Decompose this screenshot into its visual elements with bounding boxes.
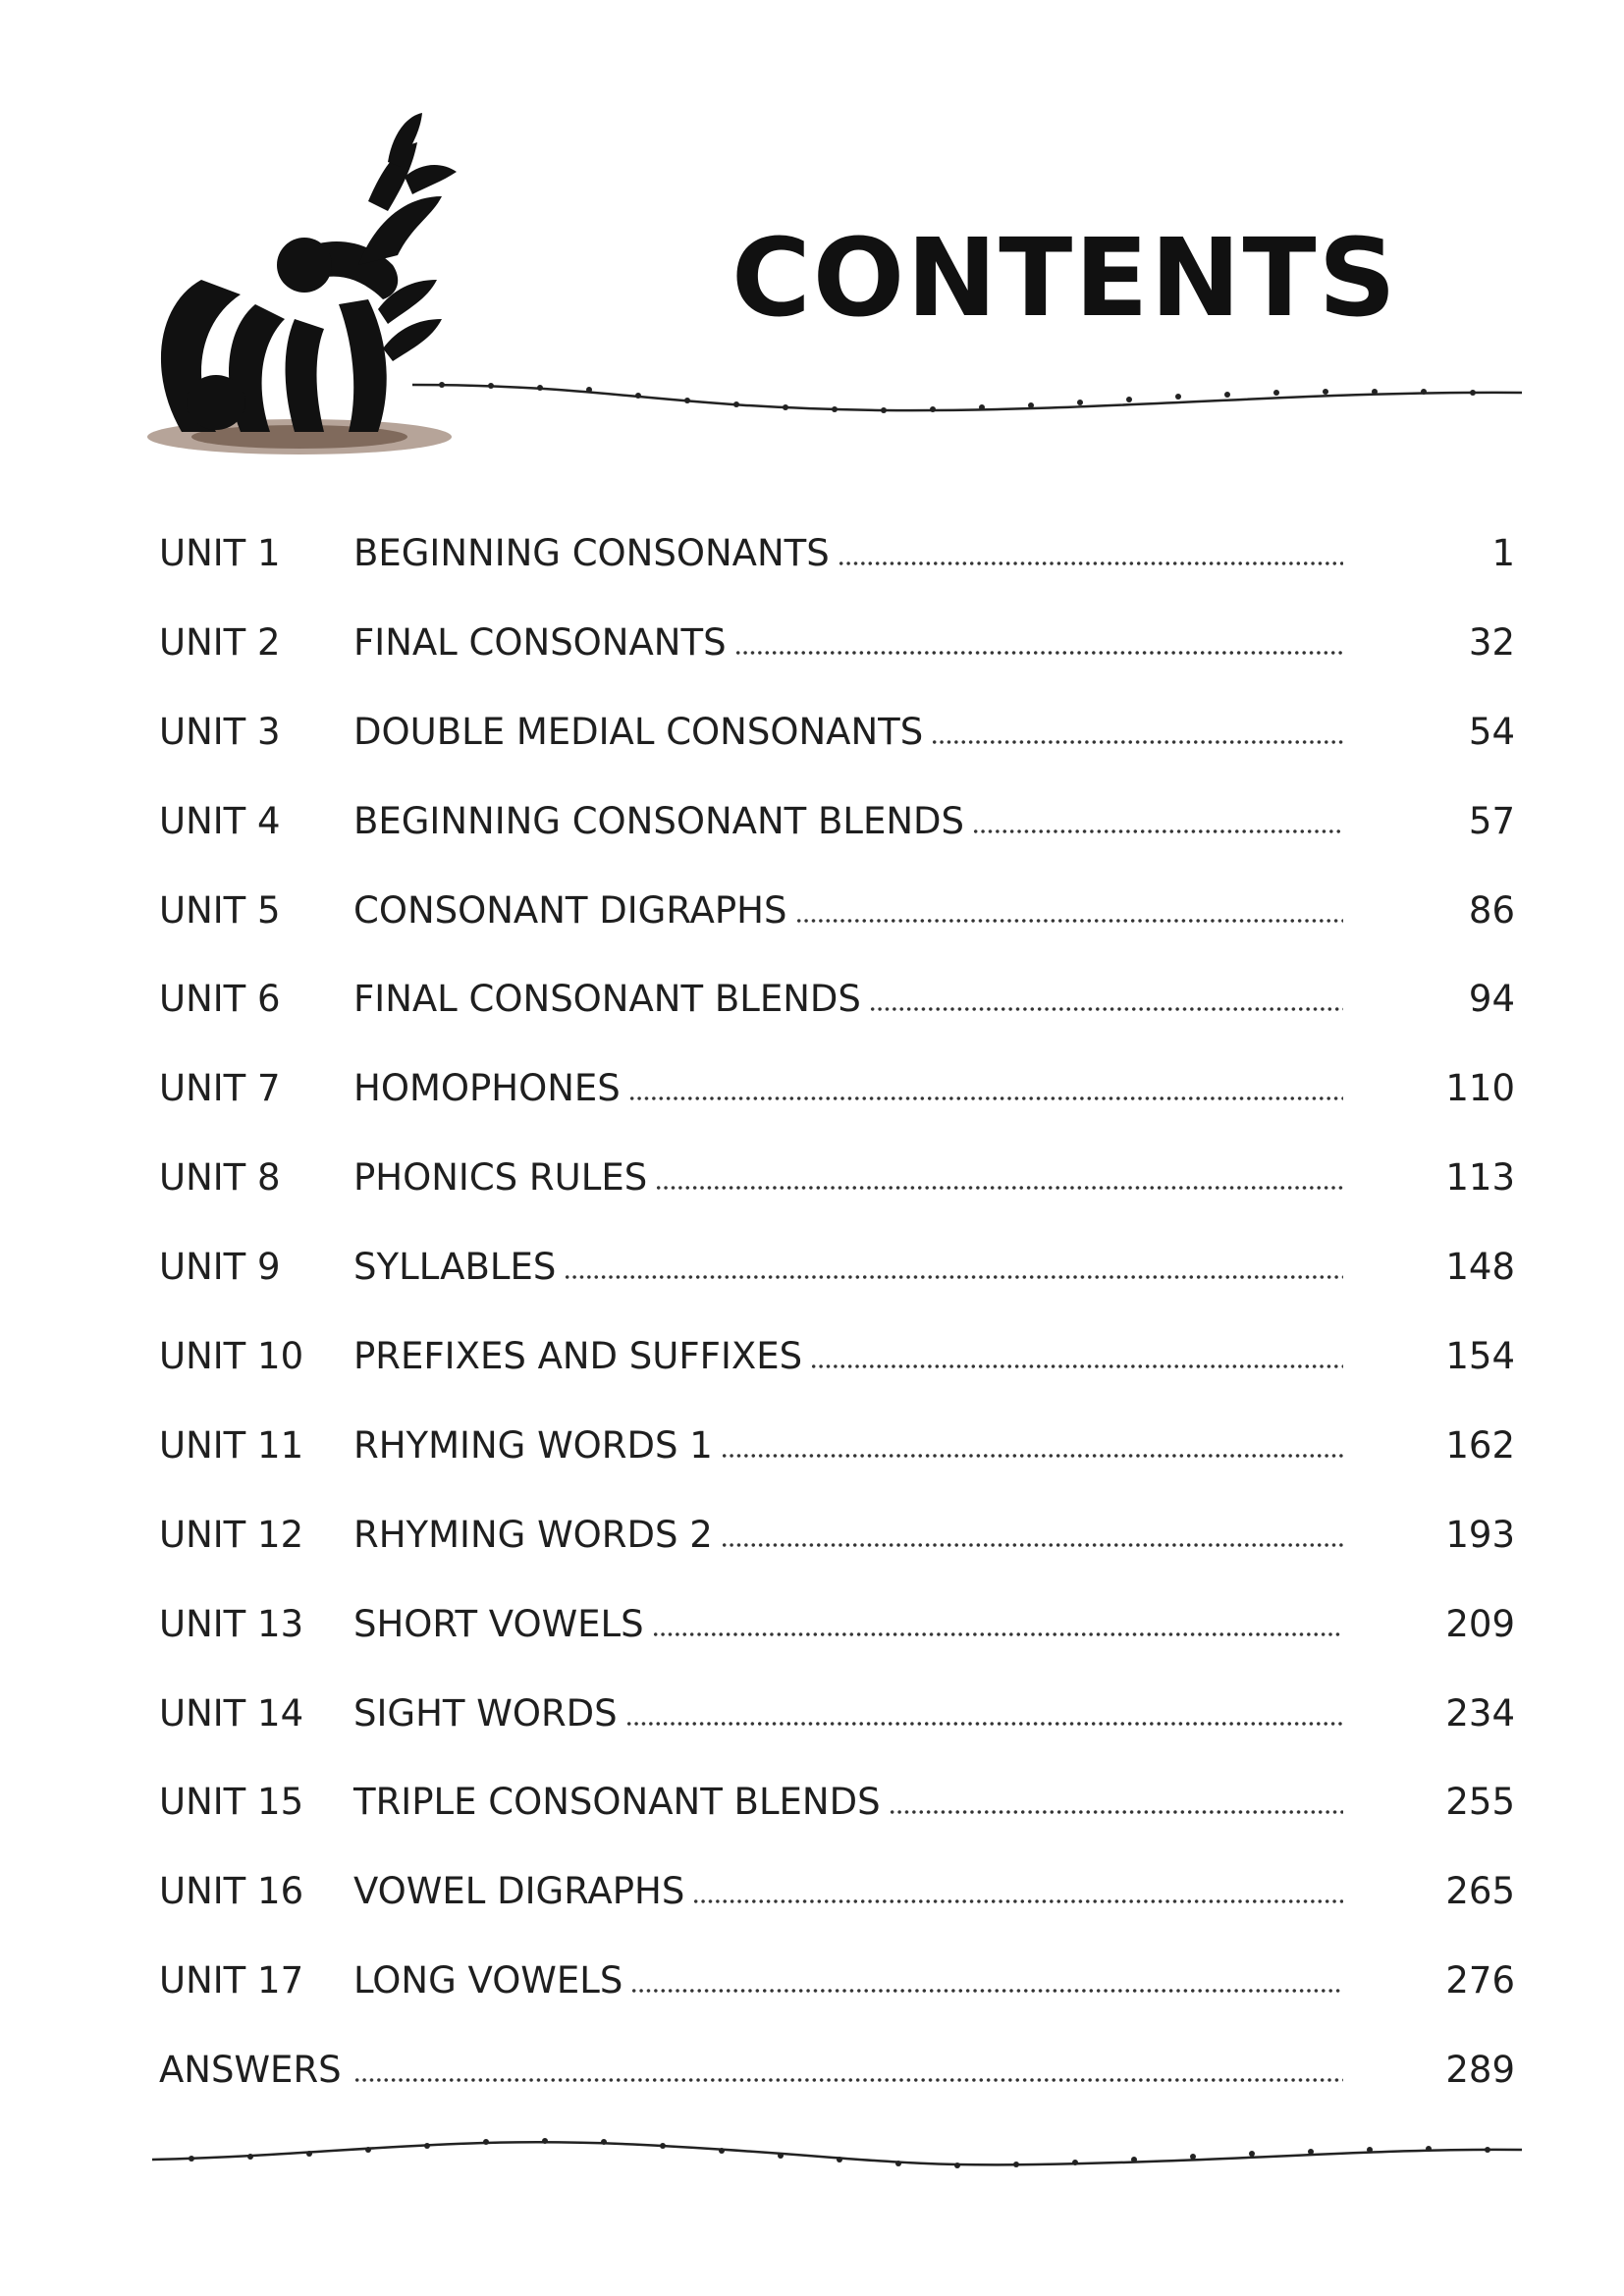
toc-title: FINAL CONSONANTS: [353, 620, 727, 664]
toc-page-number: 94: [1468, 978, 1515, 1021]
toc-unit-label: UNIT 10: [159, 1335, 304, 1378]
toc-row[interactable]: [159, 1862, 1524, 1951]
dot-leader: [838, 526, 1343, 565]
toc-title: HOMOPHONES: [353, 1067, 621, 1110]
dot-leader: [692, 1864, 1343, 1903]
toc-row[interactable]: [159, 1773, 1524, 1862]
dot-leader: [564, 1240, 1343, 1279]
toc-page-number: 154: [1445, 1335, 1515, 1378]
toc-unit-label: UNIT 15: [159, 1781, 304, 1824]
toc-title: RHYMING WORDS 1: [353, 1423, 713, 1467]
toc-page-number: 113: [1445, 1156, 1515, 1200]
toc-row[interactable]: [159, 792, 1524, 881]
toc-unit-label: UNIT 9: [159, 1246, 281, 1289]
toc-title: RHYMING WORDS 2: [353, 1513, 713, 1556]
dot-leader: [734, 615, 1343, 655]
toc-title: SYLLABLES: [353, 1246, 557, 1289]
toc-row[interactable]: [159, 970, 1524, 1059]
toc-title: LONG VOWELS: [353, 1959, 623, 2002]
toc-title: CONSONANT DIGRAPHS: [353, 888, 787, 932]
toc-unit-label: UNIT 6: [159, 978, 281, 1021]
toc-row[interactable]: [159, 1684, 1524, 1774]
dot-leader: [889, 1775, 1343, 1814]
toc-page-number: 265: [1445, 1870, 1515, 1913]
toc-unit-label: UNIT 13: [159, 1602, 304, 1645]
toc-row[interactable]: [159, 1416, 1524, 1506]
toc-unit-label: UNIT 4: [159, 799, 281, 842]
toc-unit-label: UNIT 1: [159, 532, 281, 574]
dot-leader: [972, 794, 1343, 833]
toc-row[interactable]: [159, 1951, 1524, 2041]
dot-leader: [721, 1508, 1343, 1547]
toc-unit-label: UNIT 8: [159, 1156, 281, 1200]
toc-row[interactable]: [159, 1506, 1524, 1595]
toc-title: VOWEL DIGRAPHS: [353, 1870, 685, 1913]
toc-page-number: 148: [1445, 1246, 1515, 1289]
dot-leader: [795, 883, 1344, 923]
vine-divider-top: [412, 363, 1522, 422]
toc-title: SHORT VOWELS: [353, 1602, 644, 1645]
toc-page-number: 57: [1468, 799, 1515, 842]
toc-title: DOUBLE MEDIAL CONSONANTS: [353, 710, 924, 753]
dot-leader: [655, 1150, 1343, 1190]
toc-title: SIGHT WORDS: [353, 1691, 618, 1735]
dot-leader: [630, 1953, 1343, 1993]
toc-page-number: 289: [1445, 2049, 1515, 2092]
toc-page-number: 209: [1445, 1602, 1515, 1645]
dot-leader: [625, 1686, 1343, 1726]
toc-unit-label: UNIT 16: [159, 1870, 304, 1913]
toc-page-number: 234: [1445, 1691, 1515, 1735]
toc-unit-label: UNIT 12: [159, 1513, 304, 1556]
toc-answers-label: ANSWERS: [159, 2049, 342, 2092]
toc-page-number: 193: [1445, 1513, 1515, 1556]
toc-title: PHONICS RULES: [353, 1156, 648, 1200]
toc-page-number: 276: [1445, 1959, 1515, 2002]
dot-leader: [869, 972, 1343, 1011]
toc-title: TRIPLE CONSONANT BLENDS: [353, 1781, 881, 1824]
toc-row[interactable]: [159, 1059, 1524, 1148]
vine-divider-bottom: [152, 2120, 1522, 2179]
dot-leader: [652, 1597, 1343, 1636]
toc-title: BEGINNING CONSONANT BLENDS: [353, 799, 965, 842]
toc-page-number: 255: [1445, 1781, 1515, 1824]
toc-unit-label: UNIT 2: [159, 620, 281, 664]
toc-page-number: 86: [1468, 888, 1515, 932]
toc-title: FINAL CONSONANT BLENDS: [353, 978, 861, 1021]
toc-unit-label: UNIT 5: [159, 888, 281, 932]
dot-leader: [931, 705, 1343, 744]
toc-unit-label: UNIT 7: [159, 1067, 281, 1110]
toc-page-number: 1: [1491, 532, 1515, 574]
table-of-contents: [159, 524, 1524, 2130]
toc-row[interactable]: [159, 1595, 1524, 1684]
dot-leader: [628, 1061, 1343, 1100]
toc-page-number: 162: [1445, 1423, 1515, 1467]
toc-unit-label: UNIT 11: [159, 1423, 304, 1467]
toc-page-number: 110: [1445, 1067, 1515, 1110]
toc-row[interactable]: [159, 703, 1524, 792]
dot-leader: [810, 1329, 1343, 1368]
toc-row[interactable]: [159, 1327, 1524, 1416]
dot-leader: [721, 1418, 1343, 1458]
toc-unit-label: UNIT 3: [159, 710, 281, 753]
dot-leader: [353, 2043, 1343, 2082]
toc-page-number: 54: [1468, 710, 1515, 753]
toc-row[interactable]: [159, 1148, 1524, 1238]
toc-row[interactable]: [159, 1238, 1524, 1327]
page-title: CONTENTS: [731, 215, 1398, 341]
toc-title: PREFIXES AND SUFFIXES: [353, 1335, 803, 1378]
toc-unit-label: UNIT 14: [159, 1691, 304, 1735]
toc-row[interactable]: [159, 614, 1524, 703]
toc-row[interactable]: [159, 524, 1524, 614]
toc-row[interactable]: [159, 881, 1524, 971]
toc-unit-label: UNIT 17: [159, 1959, 304, 2002]
toc-title: BEGINNING CONSONANTS: [353, 532, 830, 574]
toc-row-answers[interactable]: [159, 2041, 1524, 2130]
toc-page-number: 32: [1468, 620, 1515, 664]
